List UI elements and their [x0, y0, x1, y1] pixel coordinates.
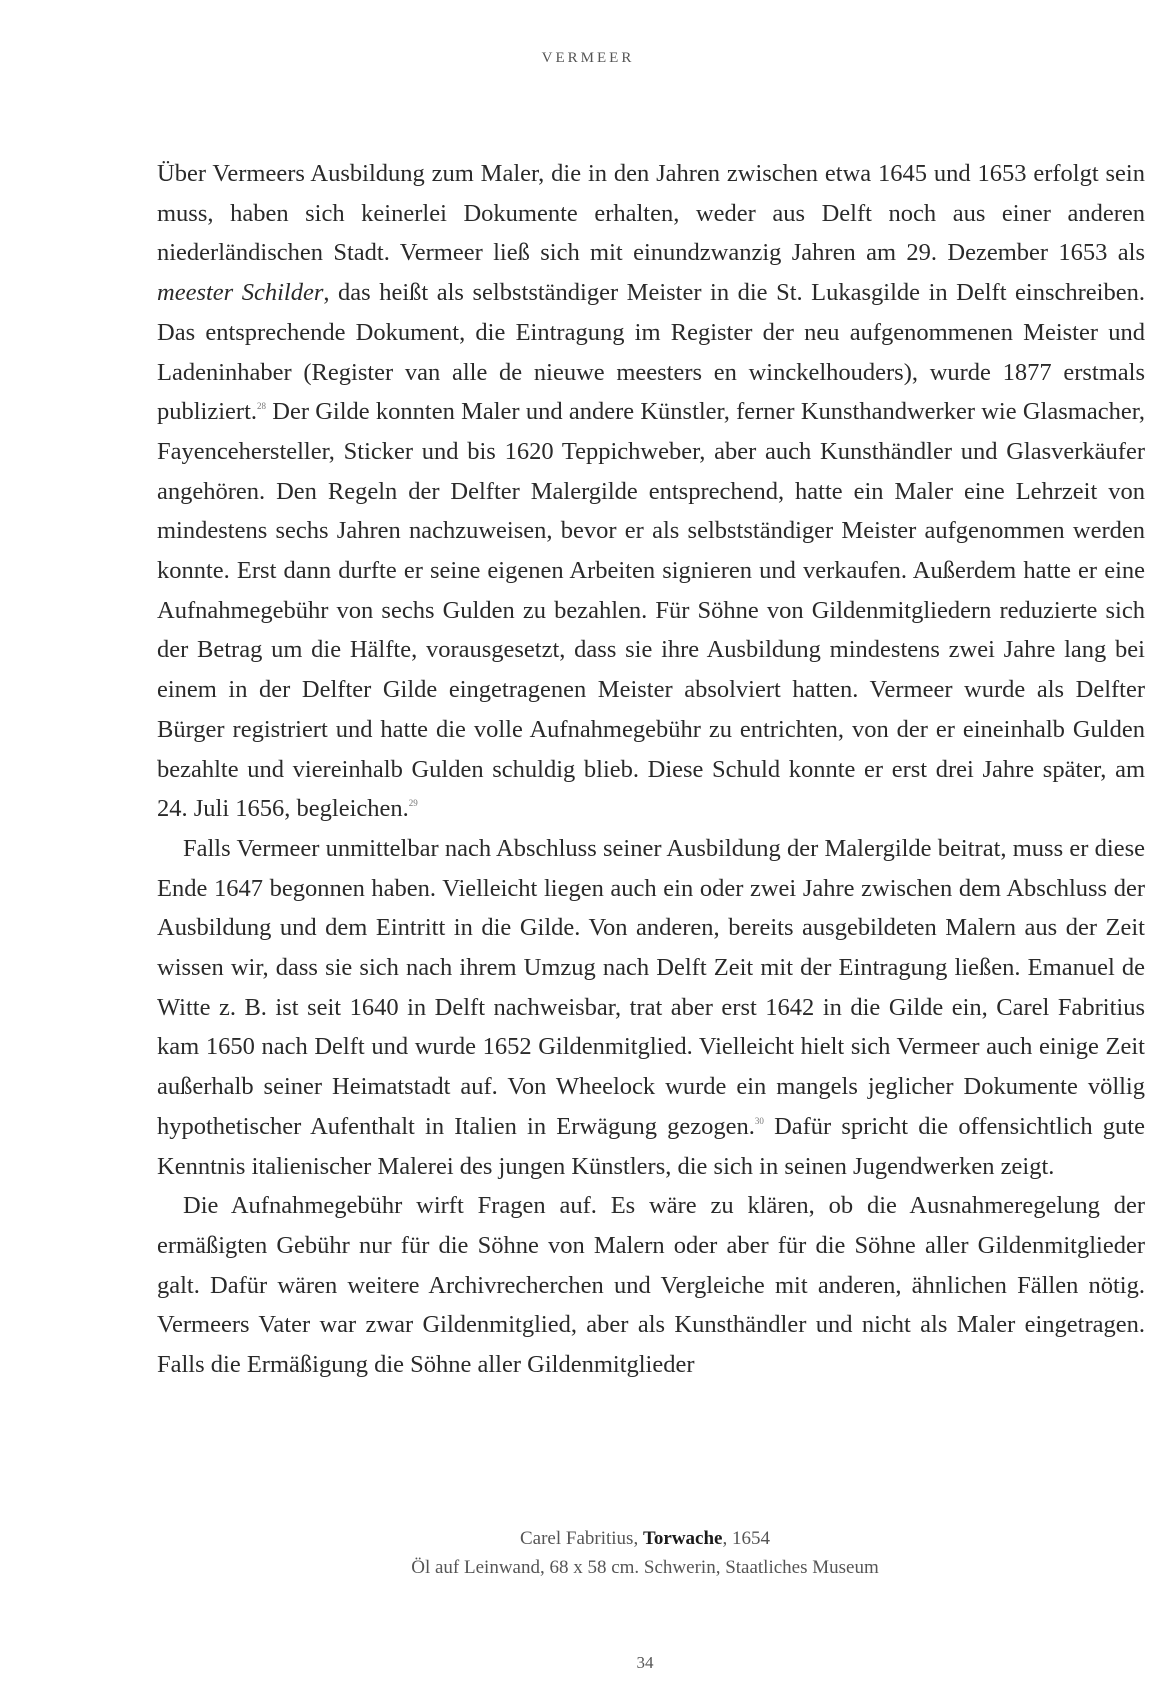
paragraph-1-part-1: Über Vermeers Ausbildung zum Maler, die in den Jahren zwischen etwa 1645 und 1653 erfolgt sein muss, haben sich keinerlei Dokumente erhalten, weder aus Delft noch aus einer anderen niederländischen Stadt. Vermeer ließ sich mit einundzwanzig Jahren am 29. Dezember 1653 als [157, 160, 1145, 267]
caption-line-2: Öl auf Leinwand, 68 x 58 cm. Schwerin, Staatliches Museum [411, 1557, 879, 1578]
paragraph-2-part-2: Dafür spricht die offensichtlich gute Kenntnis italienischer Malerei des jungen Künstlers, die sich in seinen Jugendwerken zeigt. [157, 1112, 1145, 1180]
footnote-ref-28: 28 [257, 401, 267, 412]
paragraph-3: Die Aufnahmegebühr wirft Fragen auf. Es wäre zu klären, ob die Ausnahmeregelung der ermäßigten Gebühr nur für die Söhne von Malern oder aber für die Söhne aller Gildenmitglieder galt. Dafür wären weitere Archivrecherchen und Vergleiche mit anderen, ähnlichen Fällen nötig. Vermeers Vater war zwar Gildenmitglied, aber als Kunsthändler und nicht als Maler eingetragen. Falls die Ermäßigung die Söhne aller Gildenmitglieder [157, 1192, 1145, 1379]
running-header: VERMEER [541, 50, 635, 66]
footnote-ref-29: 29 [408, 798, 418, 809]
caption-year: , 1654 [722, 1528, 770, 1549]
caption-title: Torwache [642, 1528, 723, 1549]
paragraph-1-part-3: Der Gilde konnten Maler und andere Künstler, ferner Kunsthandwerker wie Glasmacher, Fayencehersteller, Sticker und bis 1620 Teppichweber, aber auch Kunsthändler und Glasverkäufer angehören. Den Regeln der Delfter Malergilde entsprechend, hatte ein Maler eine Lehrzeit von mindestens sechs Jahren nachzuweisen, bevor er als selbstständiger Meister aufgenommen werden konnte. Erst dann durfte er seine eigenen Arbeiten signieren und verkaufen. Außerdem hatte er eine Aufnahmegebühr von sechs Gulden zu bezahlen. Für Söhne von Gildenmitgliedern reduzierte sich der Betrag um die Hälfte, vorausgesetzt, dass sie ihre Ausbildung mindestens zwei Jahre lang bei einem in der Delfter Gilde eingetragenen Meister absolviert hatten. Vermeer wurde als Delfter Bürger registriert und hatte die volle Aufnahmegebühr zu entrichten, von der er eineinhalb Gulden bezahlte und viereinhalb Gulden schuldig blieb. Diese Schuld konnte er erst drei Jahre später, am 24. Juli 1656, begleichen. [157, 398, 1145, 823]
paragraph-1 [157, 154, 1145, 829]
term-meester-schilder: meester Schilder [157, 279, 324, 307]
caption-line-1 [0, 1524, 1176, 1553]
paragraph-2-part-1: Falls Vermeer unmittelbar nach Abschluss seiner Ausbildung der Malergilde beitrat, muss er diese Ende 1647 begonnen haben. Vielleicht liegen auch ein oder zwei Jahre zwischen dem Abschluss der Ausbildung und dem Eintritt in die Gilde. Von anderen, bereits ausgebildeten Malern aus der Zeit wissen wir, dass sie sich nach ihrem Umzug nach Delft Zeit mit der Eintragung ließen. Emanuel de Witte z. B. ist seit 1640 in Delft nachweisbar, trat aber erst 1642 in die Gilde ein, Carel Fabritius kam 1650 nach Delft und wurde 1652 Gildenmitglied. Vielleicht hielt sich Vermeer auch einige Zeit außerhalb seiner Heimatstadt auf. Von Wheelock wurde ein mangels jeglicher Dokumente völlig hypothetischer Aufenthalt in Italien in Erwägung gezogen. [157, 834, 1145, 1140]
page-number: 34 [636, 1653, 654, 1672]
figure-caption [0, 1524, 1176, 1582]
paragraph-2 [157, 829, 1145, 1186]
caption-artist: Carel Fabritius, [520, 1528, 643, 1549]
paragraph-1-part-2: , das heißt als selbstständiger Meister in die St. Lukasgilde in Delft einschreiben. Das entsprechende Dokument, die Eintragung im Register der neu aufgenommenen Meister und Ladeninhaber (Register van alle de nieuwe meesters en winckelhouders), wurde 1877 erstmals publiziert. [157, 279, 1145, 426]
footnote-ref-30: 30 [754, 1115, 764, 1126]
body-text [157, 154, 1145, 1385]
